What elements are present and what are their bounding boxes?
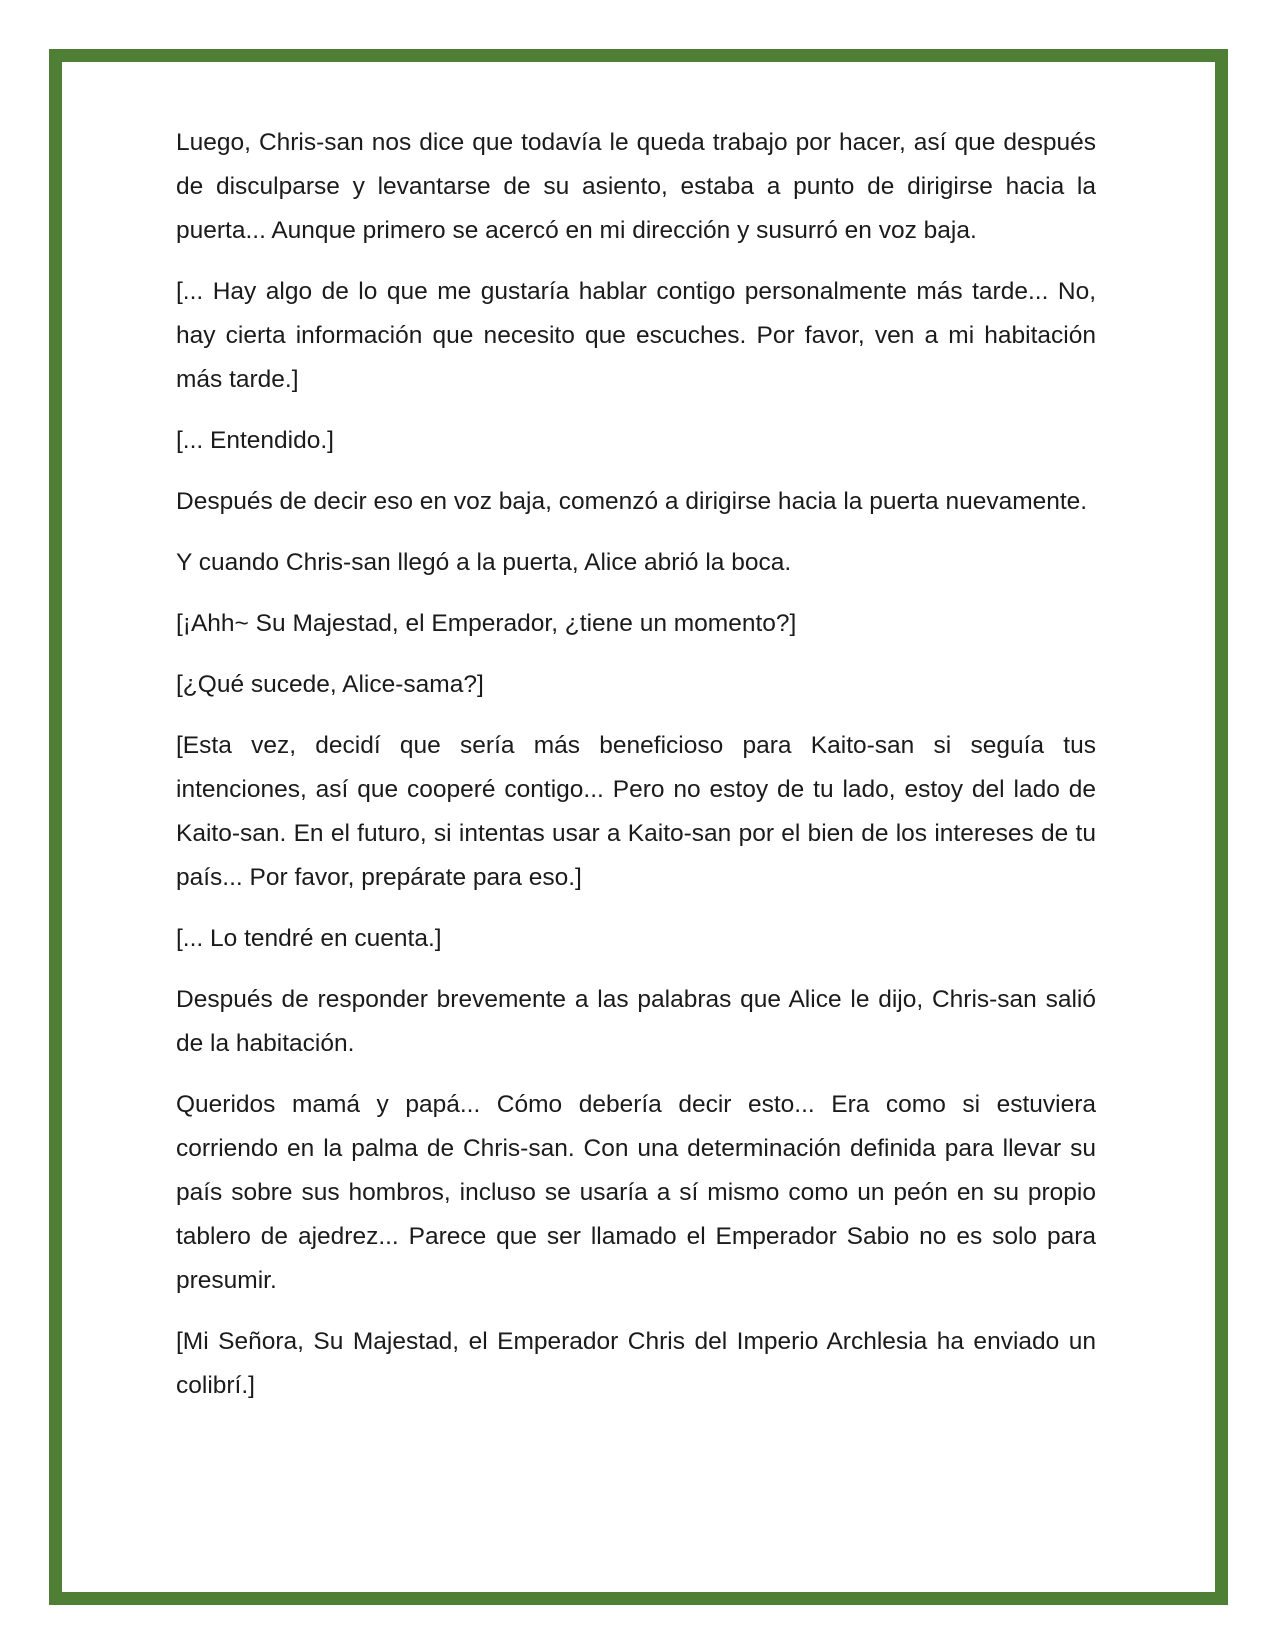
document-body [176,121,1096,1425]
paragraph-1: Luego, Chris-san nos dice que todavía le queda trabajo por hacer, así que después de disculparse y levantarse de su asiento, estaba a punto de dirigirse hacia la puerta... Aunque primero se acercó en mi dirección y susurró en voz baja. [176,129,1096,244]
paragraph-6: [¡Ahh~ Su Majestad, el Emperador, ¿tiene un momento?] [176,610,797,637]
paragraph-12: [Mi Señora, Su Majestad, el Emperador Chris del Imperio Archlesia ha enviado un colibrí.] [176,1328,1096,1399]
paragraph-3: [... Entendido.] [176,427,334,454]
paragraph-4: Después de decir eso en voz baja, comenzó a dirigirse hacia la puerta nuevamente. [176,488,1088,515]
paragraph-11: Queridos mamá y papá... Cómo debería decir esto... Era como si estuviera corriendo en la palma de Chris-san. Con una determinación definida para llevar su país sobre sus hombros, incluso se usaría a sí mismo como un peón en su propio tablero de ajedrez... Parece que ser llamado el Emperador Sabio no es solo para presumir. [176,1091,1096,1294]
paragraph-2: [... Hay algo de lo que me gustaría hablar contigo personalmente más tarde... No, hay cierta información que necesito que escuches. Por favor, ven a mi habitación más tarde.] [176,278,1096,393]
paragraph-8: [Esta vez, decidí que sería más beneficioso para Kaito-san si seguía tus intenciones, así que cooperé contigo... Pero no estoy de tu lado, estoy del lado de Kaito-san. En el futuro, si intentas usar a Kaito-san por el bien de los intereses de tu país... Por favor, prepárate para eso.] [176,732,1096,891]
paragraph-5: Y cuando Chris-san llegó a la puerta, Alice abrió la boca. [176,549,792,576]
paragraph-10: Después de responder brevemente a las palabras que Alice le dijo, Chris-san salió de la habitación. [176,986,1096,1057]
paragraph-9: [... Lo tendré en cuenta.] [176,925,442,952]
paragraph-7: [¿Qué sucede, Alice-sama?] [176,671,484,698]
